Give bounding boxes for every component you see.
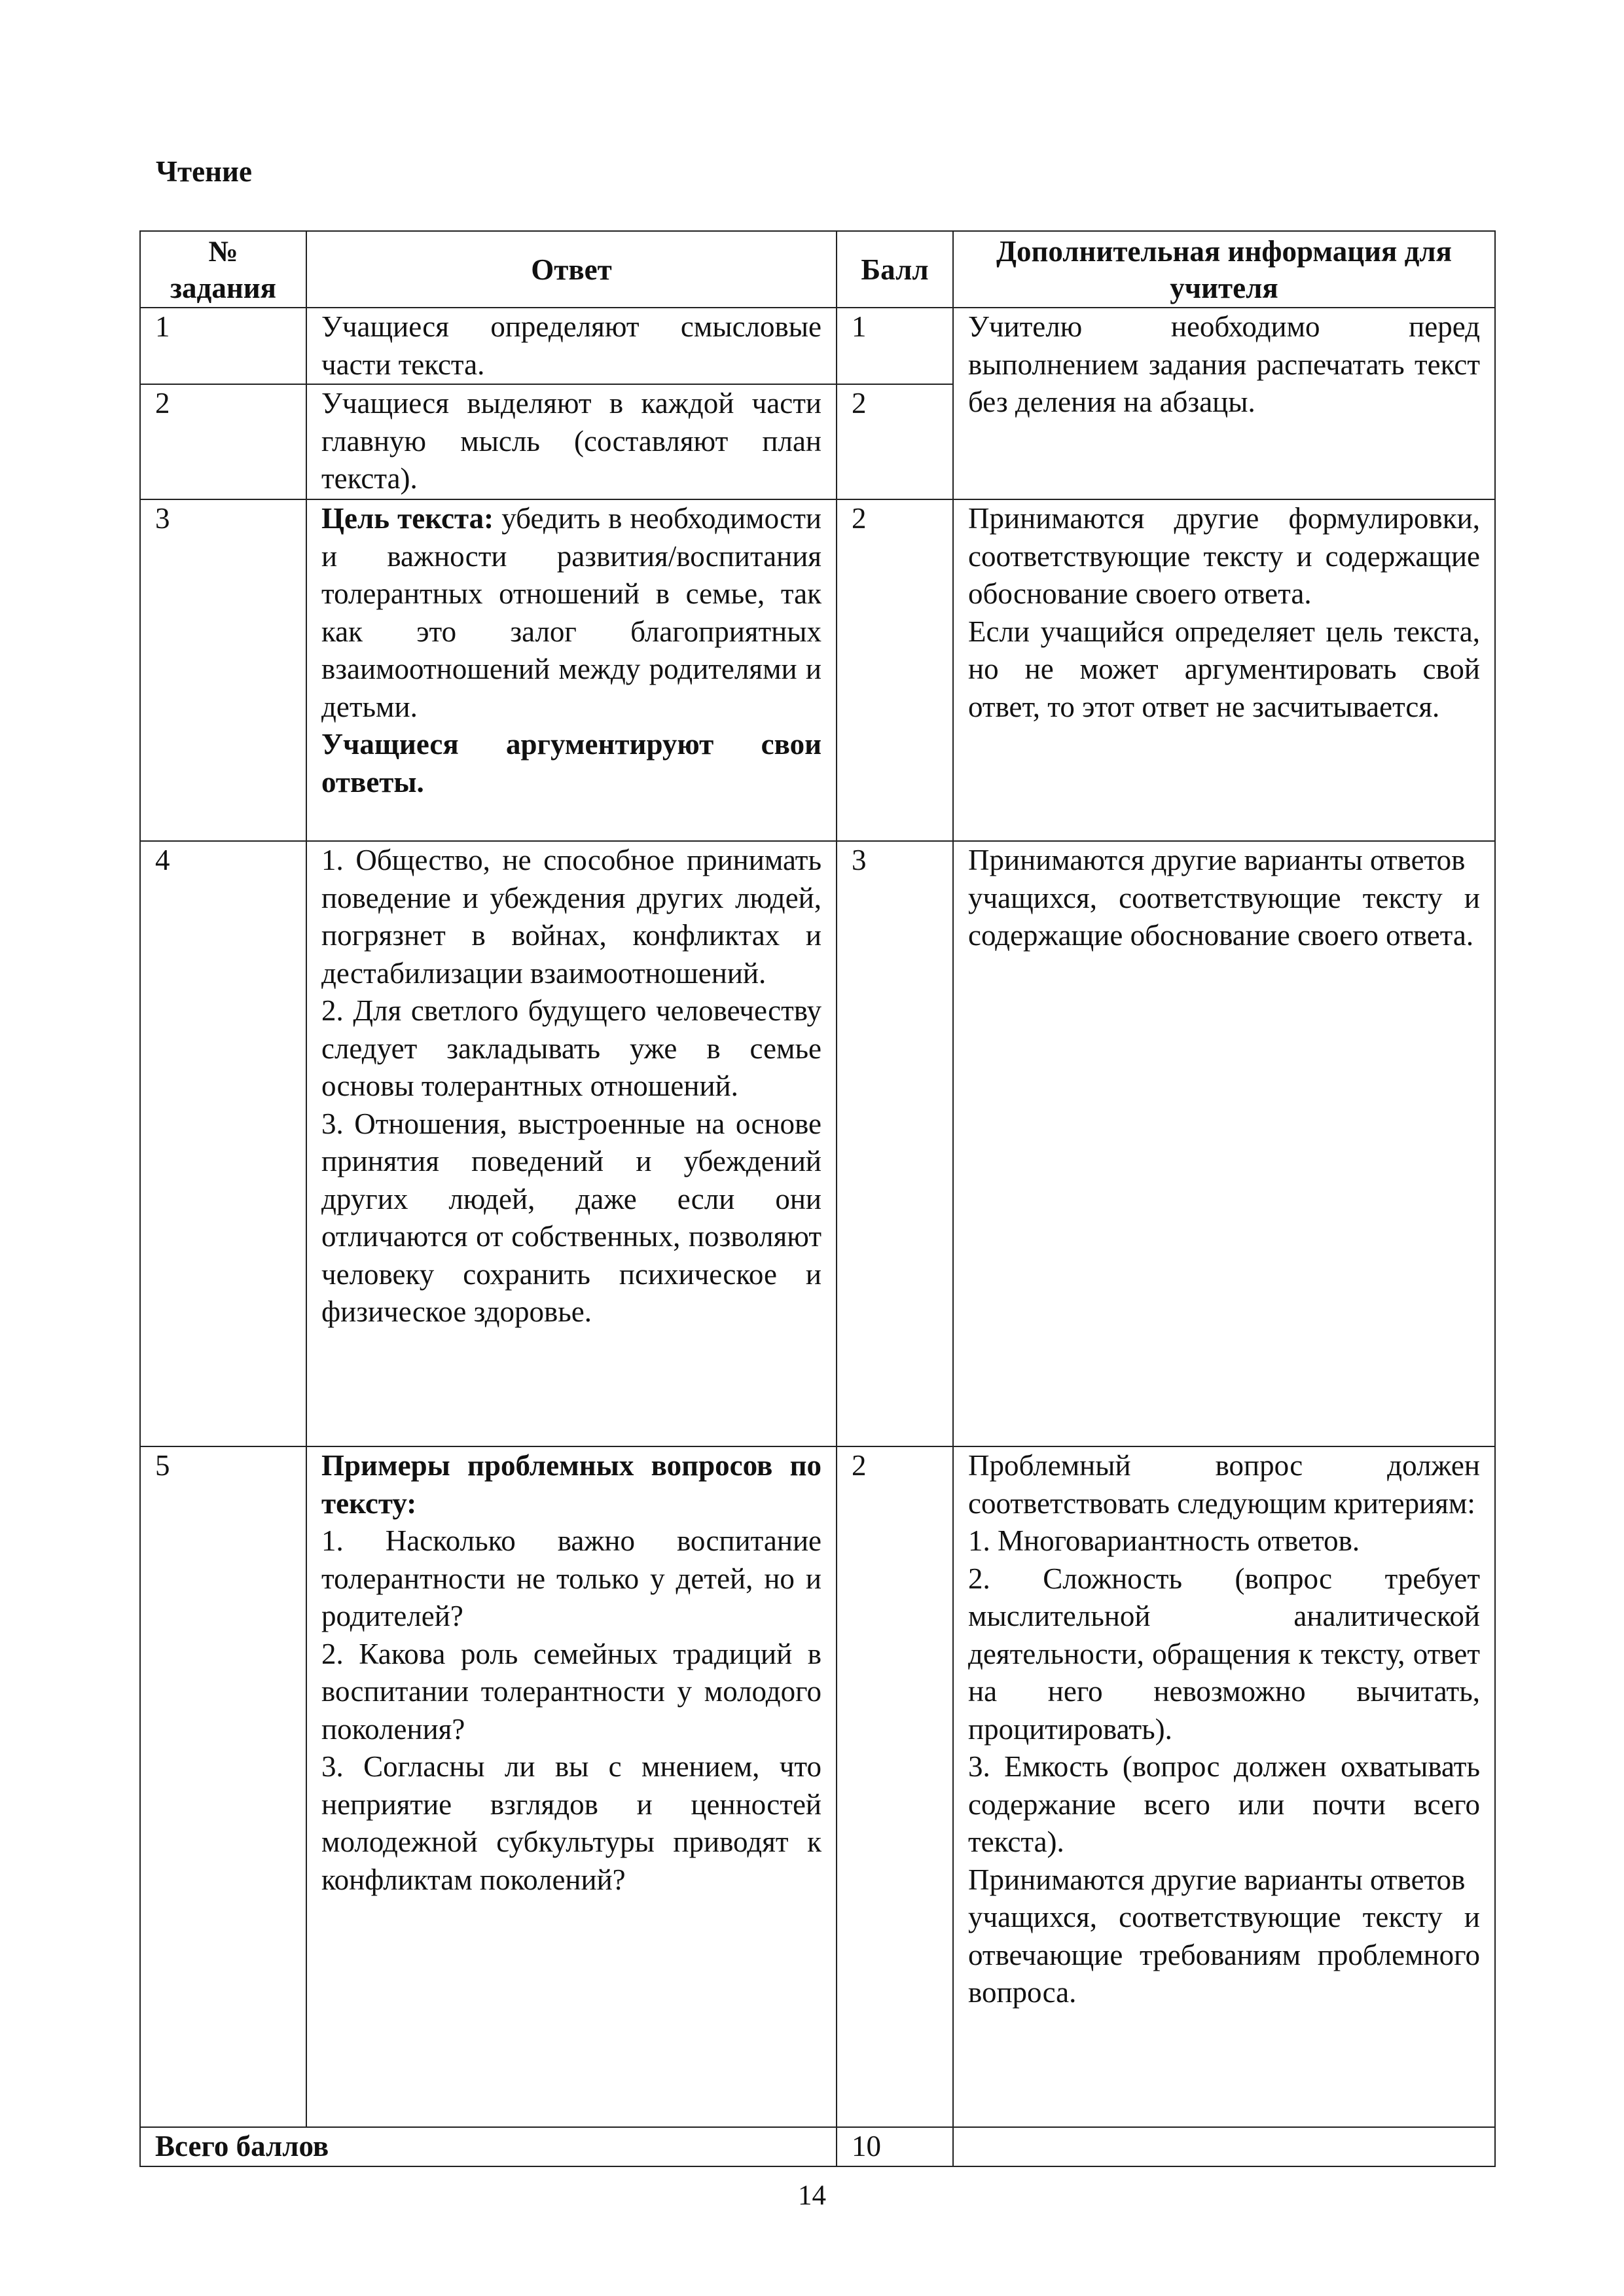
header-task-number: № задания [140, 231, 306, 308]
total-label: Всего баллов [140, 2127, 837, 2166]
answer-rest: убедить в необходимости и важности развития/воспитания толерантных отношений в семье, так как это залог благоприятных взаимоотношений между родителями и детьми. [321, 502, 822, 723]
header-score: Балл [837, 231, 953, 308]
answer-item: 2. Для светлого будущего человечеству следует закладывать уже в семье основы толерантных отношений. [321, 994, 821, 1102]
score-cell: 3 [837, 841, 953, 1446]
answer-item: 3. Отношения, выстроенные на основе принятия поведений и убеждений других людей, даже если они отличаются от собственных, позволяют человеку сохранить психическое и физическое здоровье. [321, 1107, 821, 1328]
answer-text [321, 500, 821, 726]
table-row [140, 1446, 1495, 2127]
table-header-row [140, 231, 1495, 308]
total-empty-cell [953, 2127, 1495, 2166]
teacher-info-cell [953, 499, 1495, 841]
header-teacher-info: Дополнительная информация для учителя [953, 231, 1495, 308]
score-cell: 2 [837, 1446, 953, 2127]
teacher-info-text: 1. Многовариантность ответов. [968, 1524, 1360, 1557]
answer-cell [306, 1446, 837, 2127]
task-number: 5 [140, 1446, 306, 2127]
score-cell: 1 [837, 308, 953, 384]
answer-item: 3. Согласны ли вы с мнением, что неприятие взглядов и ценностей молодежной субкультуры приводят к конфликтам поколений? [321, 1750, 821, 1896]
table-row [140, 499, 1495, 841]
answer-text: Учащиеся выделяют в каждой части главную мысль (составляют план текста). [321, 387, 821, 495]
total-score: 10 [837, 2127, 953, 2166]
teacher-info-text: учащихся, соответствующие тексту и содержащие обоснование своего ответа. [968, 881, 1480, 952]
teacher-info-text: 2. Сложность (вопрос требует мыслительной аналитической деятельности, обращения к тексту, ответ на него невозможно вычитать, процитировать). [968, 1562, 1480, 1746]
teacher-info-text: Учителю необходимо перед выполнением задания распечатать текст без деления на абзацы. [968, 310, 1480, 418]
answer-text: Учащиеся определяют смысловые части текста. [321, 310, 821, 381]
teacher-info-text: Принимаются другие варианты ответов [968, 844, 1466, 876]
answer-bold-line: Примеры проблемных вопросов по тексту: [321, 1449, 821, 1520]
teacher-info-text: Если учащийся определяет цель текста, но не может аргументировать свой ответ, то этот ответ не засчитывается. [968, 615, 1480, 723]
teacher-info-text: Принимаются другие формулировки, соответствующие тексту и содержащие обоснование своего ответа. [968, 502, 1480, 610]
answer-bold-line: Учащиеся аргументируют свои ответы. [321, 728, 821, 798]
teacher-info-text: Проблемный вопрос должен соответствовать следующим критериям: [968, 1449, 1480, 1520]
header-answer: Ответ [306, 231, 837, 308]
table-row [140, 308, 1495, 384]
teacher-info-text: учащихся, соответствующие тексту и отвечающие требованиям проблемного вопроса. [968, 1901, 1480, 2009]
answer-item: 1. Насколько важно воспитание толерантности не только у детей, но и родителей? [321, 1524, 821, 1632]
teacher-info-cell [953, 1446, 1495, 2127]
answer-key-table [139, 230, 1496, 2167]
answer-cell [306, 841, 837, 1446]
score-cell: 2 [837, 499, 953, 841]
task-number: 4 [140, 841, 306, 1446]
task-number: 1 [140, 308, 306, 384]
answer-item: 2. Какова роль семейных традиций в воспитании толерантности у молодого поколения? [321, 1637, 821, 1746]
page-number: 14 [798, 2180, 826, 2211]
table-row [140, 841, 1495, 1446]
teacher-info-text: 3. Емкость (вопрос должен охватывать содержание всего или почти всего текста). [968, 1750, 1480, 1858]
total-row [140, 2127, 1495, 2166]
task-number: 3 [140, 499, 306, 841]
answer-cell [306, 384, 837, 499]
teacher-info-text: Принимаются другие варианты ответов [968, 1863, 1466, 1896]
teacher-info-cell [953, 308, 1495, 499]
task-number: 2 [140, 384, 306, 499]
score-cell: 2 [837, 384, 953, 499]
answer-bold-lead: Цель текста: [321, 502, 494, 535]
teacher-info-cell [953, 841, 1495, 1446]
answer-cell [306, 308, 837, 384]
section-title: Чтение [156, 155, 252, 188]
answer-cell [306, 499, 837, 841]
answer-item: 1. Общество, не способное принимать поведение и убеждения других людей, погрязнет в войнах, конфликтах и дестабилизации взаимоотношений. [321, 844, 821, 990]
